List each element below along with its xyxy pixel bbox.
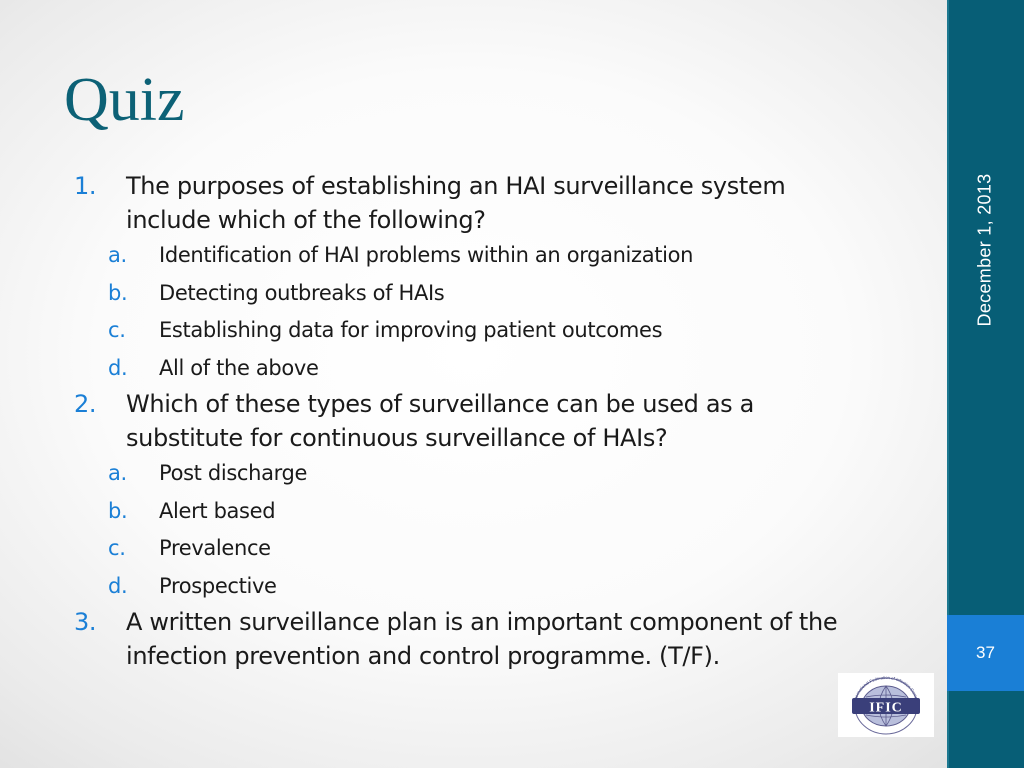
option-text: Detecting outbreaks of HAIs: [159, 280, 445, 305]
option-letter: b.: [108, 498, 128, 523]
option-text: All of the above: [159, 355, 319, 380]
option-text: Identification of HAI problems within an organization: [159, 243, 694, 267]
option-letter: a.: [108, 243, 127, 267]
question-number: 1.: [74, 172, 97, 200]
question-1: [0, 169, 900, 237]
question-number: 2.: [74, 390, 97, 418]
logo-ring-text: International Federation of Infection Control: [852, 674, 920, 703]
option-letter: c.: [108, 536, 126, 560]
option-text: Establishing data for improving patient outcomes: [159, 318, 663, 342]
option-item: [0, 275, 900, 313]
question-number: 3.: [74, 608, 97, 636]
question-text: A written surveillance plan is an important component of the infection prevention and control programme. (T/F).: [126, 608, 838, 670]
option-letter: c.: [108, 318, 126, 342]
option-letter: d.: [108, 355, 128, 380]
option-text: Alert based: [159, 498, 276, 523]
option-item: [0, 493, 900, 531]
page-number: 37: [976, 643, 995, 662]
question-2: [0, 387, 900, 455]
option-text: Prevalence: [159, 536, 271, 560]
question-3: [0, 605, 900, 673]
option-item: [0, 455, 900, 493]
option-letter: a.: [108, 461, 127, 485]
question-text: The purposes of establishing an HAI surveillance system include which of the following?: [126, 172, 786, 234]
option-text: Prospective: [159, 573, 277, 598]
option-item: [0, 312, 900, 350]
option-item: [0, 350, 900, 388]
date-label: December 1, 2013: [974, 173, 995, 327]
slide-title: Quiz: [64, 66, 185, 134]
option-text: Post discharge: [159, 461, 308, 485]
option-letter: d.: [108, 573, 128, 598]
ific-logo: [838, 673, 934, 737]
option-item: [0, 237, 900, 275]
logo-text: IFIC: [869, 700, 903, 716]
quiz-list: [0, 169, 900, 673]
option-item: [0, 568, 900, 606]
option-item: [0, 530, 900, 568]
question-text: Which of these types of surveillance can be used as a substitute for continuous surveillance of HAIs?: [126, 390, 754, 452]
option-letter: b.: [108, 280, 128, 305]
